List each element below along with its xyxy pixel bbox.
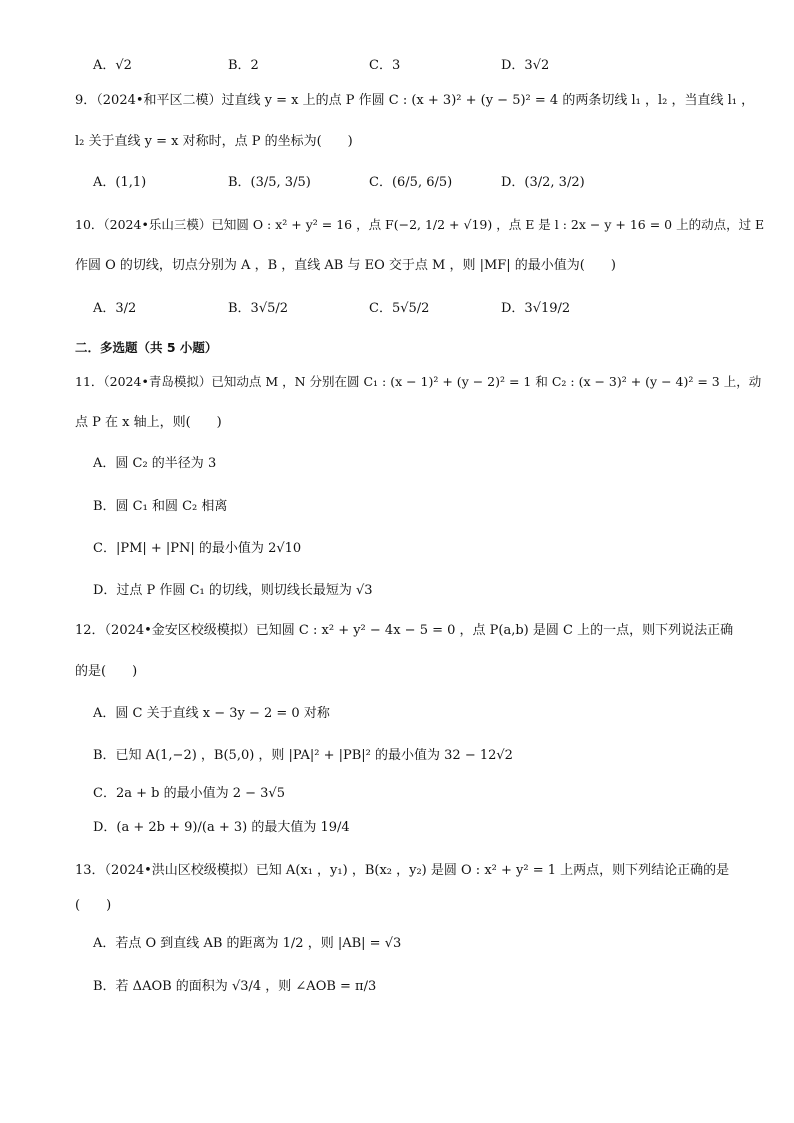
q9-option-d: D．(3/2, 3/2) — [501, 175, 585, 190]
q11-option-d: D．过点 P 作圆 C₁ 的切线，则切线长最短为 √3 — [93, 583, 373, 598]
q13-option-b: B．若 ΔAOB 的面积为 √3/4 ，则 ∠AOB = π/3 — [93, 979, 377, 994]
q11-stem-line1: 11．（2024•青岛模拟）已知动点 M ，N 分别在圆 C₁ : (x − 1)² + (y − 2)² = 1 和 C₂ : (x − 3)² + (y − 4)² = 3 上，动 — [75, 374, 762, 389]
q11-option-a: A．圆 C₂ 的半径为 3 — [93, 456, 217, 471]
q11-option-b: B．圆 C₁ 和圆 C₂ 相离 — [93, 499, 228, 514]
q11-stem-line2: 点 P 在 x 轴上，则( ) — [75, 415, 222, 430]
q10-option-c: C．5√5/2 — [369, 301, 430, 316]
q12-option-c: C．2a + b 的最小值为 2 − 3√5 — [93, 786, 285, 801]
q10-stem-line1: 10．（2024•乐山三模）已知圆 O : x² + y² = 16 ，点 F(−2, 1/2 + √19) ，点 E 是 l : 2x − y + 16 = 0 上的动点，过 E — [75, 217, 765, 232]
q8-option-a: A．√2 — [93, 58, 132, 73]
q10-option-a: A．3/2 — [93, 301, 137, 316]
q8-option-b: B．2 — [228, 58, 259, 73]
q9-option-b: B．(3/5, 3/5) — [228, 175, 311, 190]
q13-stem-line1: 13．（2024•洪山区校级模拟）已知 A(x₁ ，y₁) ，B(x₂ ，y₂) 是圆 O : x² + y² = 1 上两点，则下列结论正确的是 — [75, 863, 730, 878]
q12-stem-line1: 12．（2024•金安区校级模拟）已知圆 C : x² + y² − 4x − 5 = 0 ，点 P(a,b) 是圆 C 上的一点，则下列说法正确 — [75, 623, 734, 638]
section-heading: 二．多选题（共 5 小题） — [75, 340, 218, 355]
q12-option-d: D．(a + 2b + 9)/(a + 3) 的最大值为 19/4 — [93, 820, 350, 835]
q12-option-b: B．已知 A(1,−2) ，B(5,0) ，则 |PA|² + |PB|² 的最小值为 32 − 12√2 — [93, 748, 513, 763]
q9-option-a: A．(1,1) — [93, 175, 147, 190]
q12-option-a: A．圆 C 关于直线 x − 3y − 2 = 0 对称 — [93, 706, 330, 721]
q10-option-d: D．3√19/2 — [501, 301, 571, 316]
q13-option-a: A．若点 O 到直线 AB 的距离为 1/2 ，则 |AB| = √3 — [93, 936, 402, 951]
q13-stem-line2: ( ) — [75, 898, 112, 913]
q9-stem-line1: 9．（2024•和平区二模）过直线 y = x 上的点 P 作圆 C : (x + 3)² + (y − 5)² = 4 的两条切线 l₁ ，l₂ ，当直线 l₁ ， — [75, 93, 755, 108]
q10-option-b: B．3√5/2 — [228, 301, 289, 316]
q8-option-d: D．3√2 — [501, 58, 550, 73]
q8-option-c: C．3 — [369, 58, 401, 73]
q9-option-c: C．(6/5, 6/5) — [369, 175, 453, 190]
q12-stem-line2: 的是( ) — [75, 664, 138, 679]
q10-stem-line2: 作圆 O 的切线，切点分别为 A ，B ，直线 AB 与 EO 交于点 M ，则 |MF| 的最小值为( ) — [75, 258, 616, 273]
q11-option-c: C．|PM| + |PN| 的最小值为 2√10 — [93, 541, 302, 556]
q9-stem-line2: l₂ 关于直线 y = x 对称时，点 P 的坐标为( ) — [75, 134, 353, 149]
